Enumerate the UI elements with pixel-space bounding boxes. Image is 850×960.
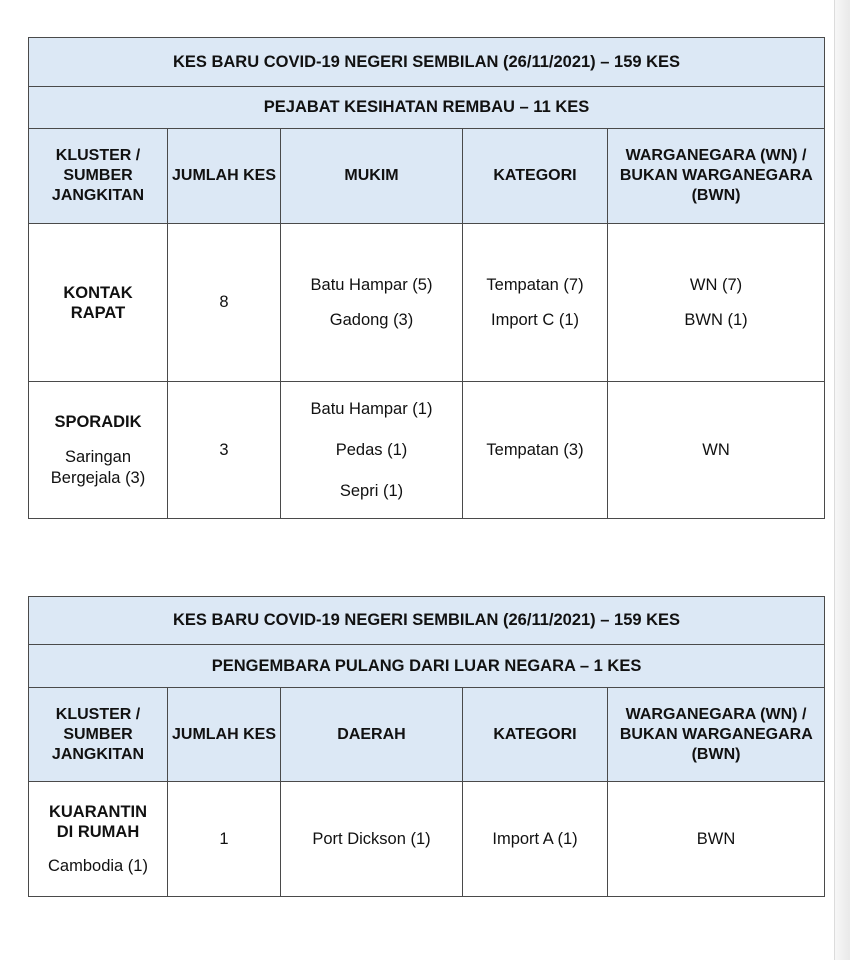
kategori-cell: Tempatan (3) [463, 382, 608, 519]
rembau-cases-table [28, 37, 825, 519]
header-kluster: KLUSTER / SUMBER JANGKITAN [29, 688, 168, 782]
kategori-cell: Import A (1) [463, 782, 608, 897]
header-kategori: KATEGORI [463, 129, 608, 224]
table-title: KES BARU COVID-19 NEGERI SEMBILAN (26/11/2021) – 159 KES [29, 597, 825, 645]
kategori-cell: Tempatan (7) Import C (1) [463, 224, 608, 382]
kluster-cell: SPORADIK Saringan Bergejala (3) [29, 382, 168, 519]
kluster-cell: KUARANTIN DI RUMAH Cambodia (1) [29, 782, 168, 897]
table-title: KES BARU COVID-19 NEGERI SEMBILAN (26/11/2021) – 159 KES [29, 38, 825, 87]
warganegara-cell: WN (7) BWN (1) [608, 224, 825, 382]
jumlah-cell: 3 [168, 382, 281, 519]
table-row [29, 782, 825, 897]
header-warganegara: WARGANEGARA (WN) / BUKAN WARGANEGARA (BWN) [608, 688, 825, 782]
header-kategori: KATEGORI [463, 688, 608, 782]
header-kluster: KLUSTER / SUMBER JANGKITAN [29, 129, 168, 224]
traveller-cases-table [28, 596, 825, 897]
kluster-cell: KONTAK RAPAT [29, 224, 168, 382]
warganegara-cell: WN [608, 382, 825, 519]
header-jumlah-kes: JUMLAH KES [168, 688, 281, 782]
table-subtitle: PENGEMBARA PULANG DARI LUAR NEGARA – 1 KES [29, 645, 825, 688]
table-subtitle: PEJABAT KESIHATAN REMBAU – 11 KES [29, 87, 825, 129]
table-row [29, 224, 825, 382]
header-warganegara: WARGANEGARA (WN) / BUKAN WARGANEGARA (BWN) [608, 129, 825, 224]
page-edge-shadow [834, 0, 850, 960]
mukim-cell: Batu Hampar (5) Gadong (3) [281, 224, 463, 382]
warganegara-cell: BWN [608, 782, 825, 897]
header-mukim: MUKIM [281, 129, 463, 224]
mukim-cell: Batu Hampar (1) Pedas (1) Sepri (1) [281, 382, 463, 519]
table-row [29, 382, 825, 519]
jumlah-cell: 1 [168, 782, 281, 897]
jumlah-cell: 8 [168, 224, 281, 382]
header-daerah: DAERAH [281, 688, 463, 782]
daerah-cell: Port Dickson (1) [281, 782, 463, 897]
header-jumlah-kes: JUMLAH KES [168, 129, 281, 224]
